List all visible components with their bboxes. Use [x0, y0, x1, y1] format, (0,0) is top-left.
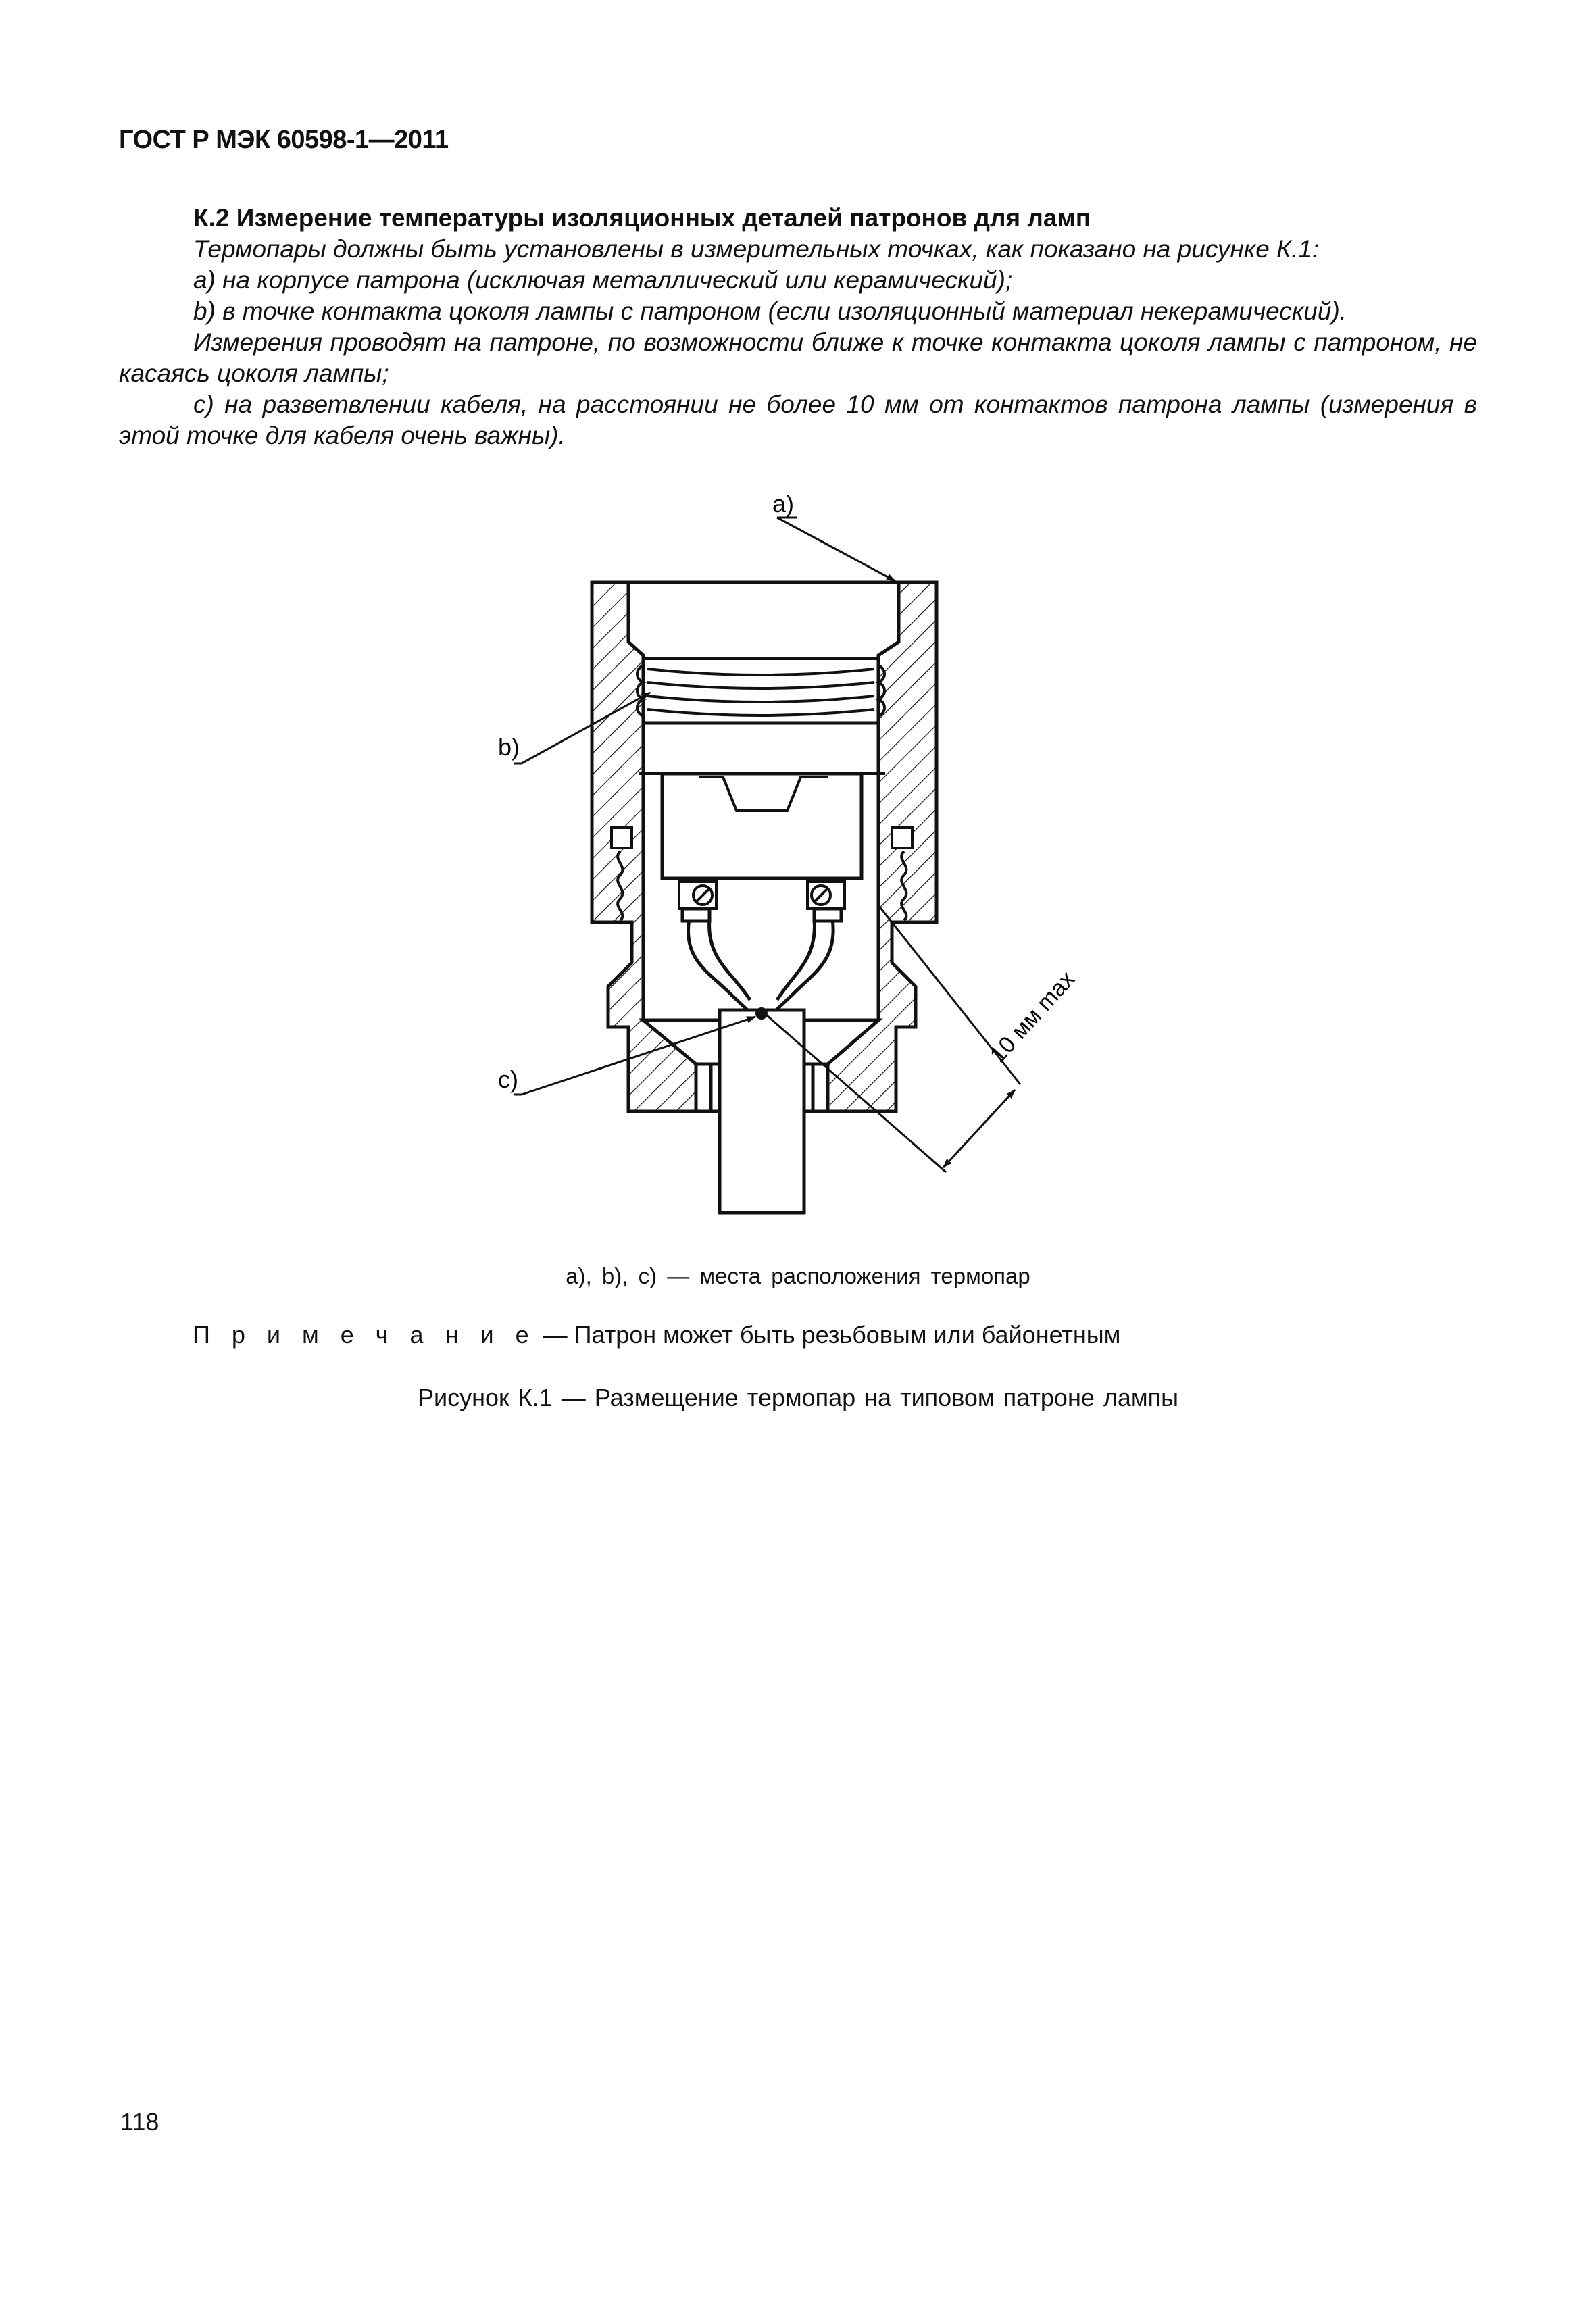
dimension-label: 10 мм max [984, 966, 1080, 1068]
lampholder-figure [466, 473, 1128, 1236]
label-a: а) [772, 490, 795, 518]
paragraph-item-a: а) на корпусе патрона (исключая металлический или керамический); [193, 266, 1013, 294]
note-prefix: П р и м е ч а н и е [193, 1321, 537, 1349]
figure-legend: а), b), с) — места расположения термопар [566, 1263, 1030, 1288]
paragraph-measurement: Измерения проводят на патроне, по возможности ближе к точке контакта цоколя лампы с патроном, не касаясь цоколя лампы; [119, 328, 1477, 387]
thermocouple-point-c [755, 1007, 768, 1020]
label-c: с) [498, 1065, 518, 1093]
section-heading: К.2 Измерение температуры изоляционных деталей патронов для ламп [193, 204, 1091, 232]
paragraph-item-c: с) на разветвлении кабеля, на расстоянии не более 10 мм от контактов патрона лампы (измерения в этой точке для кабеля очень важны). [119, 391, 1477, 449]
document-header: ГОСТ Р МЭК 60598-1—2011 [119, 126, 449, 154]
figure-caption: Рисунок К.1 — Размещение термопар на типовом патроне лампы [418, 1384, 1178, 1411]
note [193, 1321, 1120, 1349]
section-k2 [119, 203, 1477, 451]
page-number: 118 [120, 2108, 159, 2136]
paragraph-intro: Термопары должны быть установлены в измерительных точках, как показано на рисунке К.1: [193, 235, 1320, 263]
paragraph-item-b: b) в точке контакта цоколя лампы с патроном (если изоляционный материал некерамический). [193, 297, 1347, 325]
note-text: — Патрон может быть резьбовым или байонетным [536, 1321, 1121, 1349]
contact-insert [639, 774, 885, 878]
label-b: b) [498, 733, 520, 761]
